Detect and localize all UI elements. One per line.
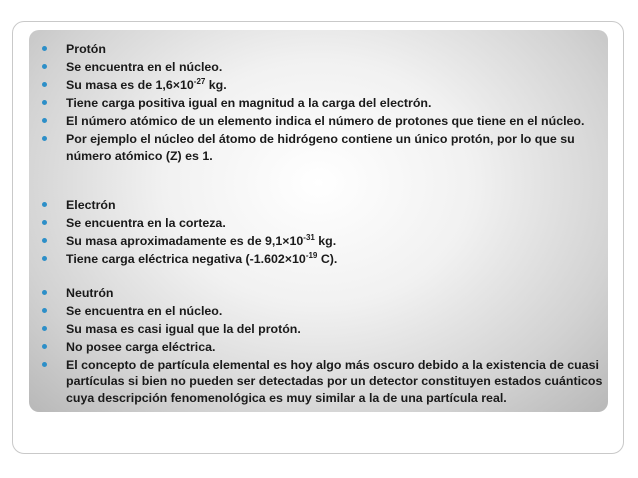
bullet-text-suffix: kg. — [205, 77, 227, 92]
bullet-item-neutron-heading — [40, 285, 605, 302]
bullet-item-neutron-mass — [40, 321, 605, 338]
bullet-dot-icon — [42, 64, 47, 69]
bullet-text: Su masa aproximadamente es de 9,1×10 — [66, 234, 304, 249]
bullet-dot-icon — [42, 256, 47, 261]
bullet-text: Por ejemplo el núcleo del átomo de hidrógeno contiene un único protón, por lo que su número atómico (Z) es 1. — [66, 131, 575, 163]
bullet-dot-icon — [42, 290, 47, 295]
bullet-dot-icon — [42, 118, 47, 123]
bullet-item-electron-charge — [40, 251, 605, 268]
bullet-text: El número atómico de un elemento indica el número de protones que tiene en el núcleo. — [66, 113, 585, 128]
bullet-text: Su masa es de 1,6×10 — [66, 77, 194, 92]
bullet-text: Se encuentra en el núcleo. — [66, 59, 223, 74]
bullet-dot-icon — [42, 46, 47, 51]
bullet-item-neutron-charge — [40, 339, 605, 356]
bullet-item-electron-heading — [40, 197, 605, 214]
bullet-item-quasiparticles — [40, 357, 605, 407]
bullet-text-suffix: C). — [317, 252, 338, 267]
bullet-item-proton-mass — [40, 77, 605, 94]
bullet-text: El concepto de partícula elemental es hoy algo más oscuro debido a la existencia de cuasi partículas si bien no pueden ser detectadas por un detector constituyen estados cuánticos cuya descripción fenomenológica es muy similar a la de una partícula real. — [66, 357, 603, 405]
bullet-text: Neutrón — [66, 285, 114, 300]
bullet-item-proton-heading — [40, 41, 605, 58]
bullet-dot-icon — [42, 362, 47, 367]
bullet-item-hydrogen-example — [40, 131, 605, 164]
bullet-dot-icon — [42, 202, 47, 207]
bullet-dot-icon — [42, 238, 47, 243]
bullet-dot-icon — [42, 136, 47, 141]
bullet-dot-icon — [42, 100, 47, 105]
bullet-item-proton-location — [40, 59, 605, 76]
bullet-text: Electrón — [66, 198, 116, 213]
bullet-text: No posee carga eléctrica. — [66, 339, 216, 354]
exponent: -31 — [303, 233, 315, 243]
exponent: -27 — [193, 76, 206, 86]
bullet-item-neutron-location — [40, 303, 605, 320]
bullet-text: Se encuentra en la corteza. — [66, 216, 226, 231]
bullet-text-suffix: kg. — [314, 234, 337, 249]
slide-content — [40, 41, 605, 408]
bullet-text: Se encuentra en el núcleo. — [66, 303, 223, 318]
bullet-item-atomic-number — [40, 113, 605, 130]
bullet-dot-icon — [42, 220, 47, 225]
bullet-item-electron-mass — [40, 233, 605, 250]
bullet-text: Protón — [66, 42, 106, 56]
bullet-dot-icon — [42, 82, 47, 87]
bullet-text: Tiene carga eléctrica negativa (-1.602×10 — [66, 252, 306, 267]
exponent: -19 — [305, 251, 318, 261]
bullet-dot-icon — [42, 308, 47, 313]
bullet-dot-icon — [42, 326, 47, 331]
bullet-item-electron-location — [40, 215, 605, 232]
bullet-text: Tiene carga positiva igual en magnitud a la carga del electrón. — [66, 95, 432, 110]
bullet-dot-icon — [42, 344, 47, 349]
bullet-text: Su masa es casi igual que la del protón. — [66, 321, 301, 336]
bullet-item-proton-charge — [40, 95, 605, 112]
